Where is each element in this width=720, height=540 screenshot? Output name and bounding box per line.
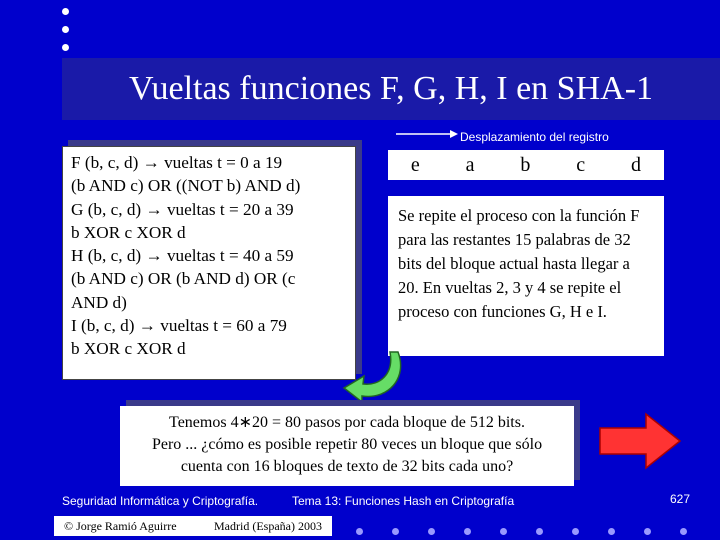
decor-dot <box>464 528 471 535</box>
decor-dot <box>500 528 507 535</box>
decor-dot <box>608 528 615 535</box>
register-cell: d <box>631 153 642 176</box>
page-number: 627 <box>670 492 691 506</box>
question-box <box>120 406 574 486</box>
footer-author: © Jorge Ramió Aguirre <box>64 519 177 533</box>
decor-dot <box>392 528 399 535</box>
decor-dot <box>536 528 543 535</box>
function-line: AND d) <box>71 292 127 312</box>
repeat-note-box <box>388 196 664 356</box>
function-line: F (b, c, d) → vueltas t = 0 a 19 <box>71 153 283 172</box>
register-cell: c <box>576 153 586 176</box>
repeat-note-text: Se repite el proceso con la función F para las restantes 15 palabras de 32 bits del bloque actual hasta llegar a 20. En vueltas 2, 3 y 4 se repite el proceso con funciones G, H e I. <box>398 206 640 321</box>
footer-topic: Tema 13: Funciones Hash en Criptografía <box>292 494 515 508</box>
decor-dot <box>644 528 651 535</box>
register-direction-arrow-icon <box>396 128 458 140</box>
function-line: I (b, c, d) → vueltas t = 60 a 79 <box>71 316 287 336</box>
decor-dot <box>680 528 687 535</box>
register-label: Desplazamiento del registro <box>460 130 609 144</box>
decor-dot <box>62 8 69 15</box>
question-line: Tenemos 4∗20 = 80 pasos por cada bloque de 512 bits. <box>169 414 525 431</box>
function-line: (b AND c) OR ((NOT b) AND d) <box>71 176 301 196</box>
footer-bar <box>54 516 332 536</box>
slide-title: Vueltas funciones F, G, H, I en SHA-1 <box>128 70 654 107</box>
function-line: H (b, c, d) → vueltas t = 40 a 59 <box>71 246 294 266</box>
function-line: b XOR c XOR d <box>71 339 186 359</box>
decor-dot <box>572 528 579 535</box>
decor-dot <box>62 26 69 33</box>
question-line: cuenta con 16 bloques de texto de 32 bits cada uno? <box>180 458 514 475</box>
register-cell: a <box>465 153 475 176</box>
register-cell: b <box>520 153 531 176</box>
curved-arrow-icon <box>338 348 410 404</box>
decor-dot <box>428 528 435 535</box>
footer-course: Seguridad Informática y Criptografía. <box>62 494 259 508</box>
decor-dot <box>356 528 363 535</box>
next-slide-arrow-icon[interactable] <box>598 412 682 470</box>
footer-place: Madrid (España) 2003 <box>214 519 322 533</box>
function-line: b XOR c XOR d <box>71 222 186 242</box>
question-line: Pero ... ¿cómo es posible repetir 80 veces un bloque que sólo <box>151 436 543 453</box>
function-line: G (b, c, d) → vueltas t = 20 a 39 <box>71 199 294 219</box>
function-line: (b AND c) OR (b AND d) OR (c <box>71 269 296 289</box>
functions-box <box>62 146 356 380</box>
register-cell: e <box>410 153 420 176</box>
register-box <box>388 150 664 180</box>
decor-dot <box>62 44 69 51</box>
